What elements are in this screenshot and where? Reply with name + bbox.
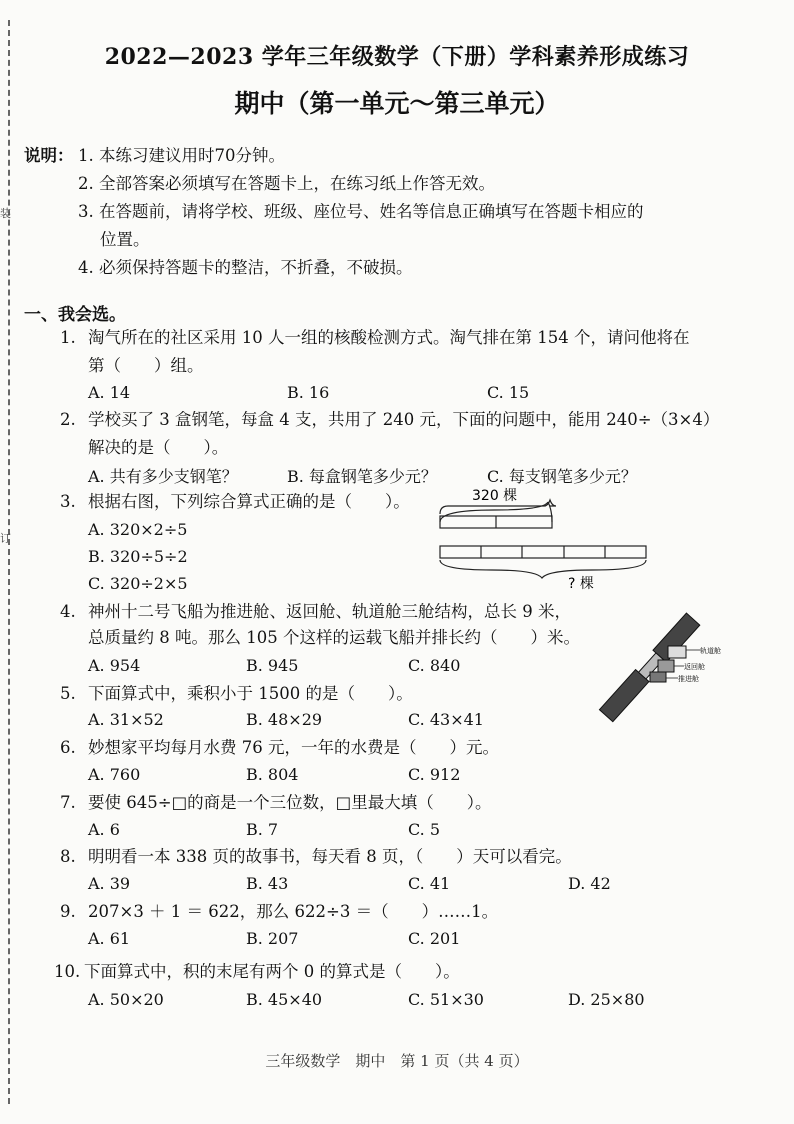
segment-diagram: [432, 486, 650, 594]
option-c[interactable]: C. 每支钢笔多少元？: [487, 467, 637, 486]
section-title: 一、我会选。: [24, 305, 126, 325]
question-9: [60, 898, 498, 926]
option-c[interactable]: C. 5: [408, 820, 441, 839]
question-2-cont: 解决的是（ ）。: [88, 438, 229, 457]
option-b[interactable]: B. 48×29: [246, 710, 323, 729]
option-b[interactable]: B. 945: [246, 656, 299, 675]
question-3: [60, 488, 410, 516]
question-number: 5.: [60, 684, 76, 703]
option-b[interactable]: B. 每盒钢笔多少元？: [287, 467, 437, 486]
option-a[interactable]: A. 61: [88, 929, 131, 948]
option-d[interactable]: D. 25×80: [568, 990, 645, 1009]
question-text: 207×3 ＋ 1 ＝ 622，那么 622÷3 ＝（ ）……1。: [88, 902, 499, 921]
option-a[interactable]: A. 31×52: [88, 710, 164, 729]
option-b[interactable]: B. 7: [246, 820, 279, 839]
question-6: [60, 734, 499, 762]
question-2: [60, 406, 719, 434]
option-a[interactable]: A. 50×20: [88, 990, 164, 1009]
question-number: 10.: [54, 962, 81, 981]
solar-panel: [599, 670, 649, 722]
question-text: 根据右图，下列综合算式正确的是（ ）。: [88, 492, 410, 511]
page-footer: 三年级数学 期中 第 1 页（共 4 页）: [265, 1052, 529, 1070]
binding-char-1: 装: [0, 207, 11, 220]
option-c[interactable]: C. 43×41: [408, 710, 484, 729]
option-b[interactable]: B. 320÷5÷2: [88, 547, 188, 566]
option-a[interactable]: A. 共有多少支钢笔？: [88, 467, 238, 486]
question-text: 下面算式中，积的末尾有两个 0 的算式是（ ）。: [84, 962, 460, 981]
question-5: [60, 680, 413, 708]
option-b[interactable]: B. 45×40: [246, 990, 323, 1009]
spacecraft-label: 轨道舱: [700, 647, 721, 655]
option-c[interactable]: C. 201: [408, 929, 461, 948]
instruction-item: 2. 全部答案必须填写在答题卡上，在练习纸上作答无效。: [78, 174, 495, 193]
question-number: 1.: [60, 328, 76, 347]
bottom-bar: [440, 546, 646, 558]
option-a[interactable]: A. 39: [88, 874, 131, 893]
option-c[interactable]: C. 320÷2×5: [88, 574, 188, 593]
option-c[interactable]: C. 15: [487, 383, 530, 402]
question-number: 9.: [60, 902, 76, 921]
instructions-label: 说明：: [24, 146, 74, 165]
question-text: 学校买了 3 盒钢笔，每盒 4 支，共用了 240 元，下面的问题中，能用 240÷（3×4）: [88, 410, 720, 429]
option-a[interactable]: A. 320×2÷5: [88, 520, 188, 539]
question-number: 8.: [60, 847, 76, 866]
question-number: 2.: [60, 410, 76, 429]
option-b[interactable]: B. 207: [246, 929, 299, 948]
binding-margin-line: [8, 20, 10, 1104]
question-4-cont: 总质量约 8 吨。那么 105 个这样的运载飞船并排长约（ ）米。: [88, 628, 580, 647]
option-a[interactable]: A. 14: [88, 383, 131, 402]
page-title: 2022—2023 学年三年级数学（下册）学科素养形成练习: [104, 44, 690, 70]
option-a[interactable]: A. 760: [88, 765, 141, 784]
question-10: [54, 958, 460, 986]
question-text: 妙想家平均每月水费 76 元，一年的水费是（ ）元。: [88, 738, 499, 757]
question-1-cont: 第（ ）组。: [88, 356, 204, 375]
instruction-item: 4. 必须保持答题卡的整洁，不折叠，不破损。: [78, 258, 413, 277]
option-c[interactable]: C. 51×30: [408, 990, 484, 1009]
question-4: [60, 598, 571, 626]
page-subtitle: 期中（第一单元～第三单元）: [234, 89, 560, 118]
instruction-item: 1. 本练习建议用时70分钟。: [78, 146, 285, 165]
option-c[interactable]: C. 840: [408, 656, 461, 675]
option-c[interactable]: C. 912: [408, 765, 461, 784]
spacecraft-label: 推进舱: [678, 675, 699, 683]
option-c[interactable]: C. 41: [408, 874, 451, 893]
return-module: [658, 660, 674, 672]
question-text: 下面算式中，乘积小于 1500 的是（ ）。: [88, 684, 413, 703]
question-text: 要使 645÷□的商是一个三位数，□里最大填（ ）。: [88, 793, 492, 812]
question-number: 7.: [60, 793, 76, 812]
diagram-top-label: 320 棵: [472, 488, 518, 504]
spacecraft-label: 返回舱: [684, 663, 705, 671]
question-number: 4.: [60, 602, 76, 621]
orbital-module: [668, 646, 686, 658]
option-a[interactable]: A. 6: [88, 820, 120, 839]
bottom-brace: [440, 560, 646, 578]
instructions: [24, 142, 744, 282]
option-a[interactable]: A. 954: [88, 656, 141, 675]
propulsion-module: [650, 672, 666, 682]
question-text: 明明看一本 338 页的故事书，每天看 8 页，（ ）天可以看完。: [88, 847, 572, 866]
diagram-bottom-label: ? 棵: [568, 576, 594, 592]
question-7: [60, 789, 492, 817]
option-b[interactable]: B. 16: [287, 383, 330, 402]
binding-char-2: 订: [0, 532, 11, 545]
option-b[interactable]: B. 43: [246, 874, 289, 893]
instruction-item-cont: 位置。: [100, 230, 150, 249]
question-text: 淘气所在的社区采用 10 人一组的核酸检测方式。淘气排在第 154 个，请问他将在: [88, 328, 690, 347]
question-number: 3.: [60, 492, 76, 511]
instruction-item: 3. 在答题前，请将学校、班级、座位号、姓名等信息正确填写在答题卡相应的: [78, 202, 644, 221]
question-1: [60, 324, 689, 352]
question-8: [60, 843, 572, 871]
option-d[interactable]: D. 42: [568, 874, 611, 893]
question-number: 6.: [60, 738, 76, 757]
spacecraft-image: [604, 612, 721, 728]
option-b[interactable]: B. 804: [246, 765, 299, 784]
question-text: 神州十二号飞船为推进舱、返回舱、轨道舱三舱结构，总长 9 米，: [88, 602, 571, 621]
